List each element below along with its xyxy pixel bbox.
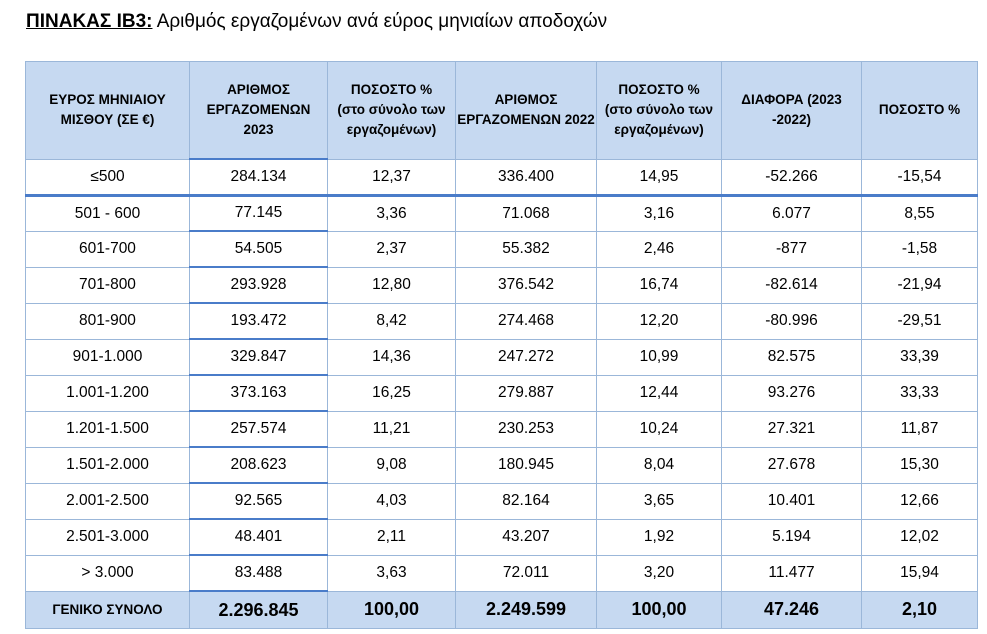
cell-percent-change: 12,66 <box>862 483 978 519</box>
cell-percent-2022: 10,99 <box>597 339 722 375</box>
cell-employees-2023: 257.574 <box>190 411 328 447</box>
table-caption-label: ΠΙΝΑΚΑΣ ΙΒ3: <box>26 11 153 32</box>
cell-percent-change: 12,02 <box>862 519 978 555</box>
cell-employees-2023: 54.505 <box>190 231 328 267</box>
cell-employees-2022: 71.068 <box>456 195 597 231</box>
header-percent-2022-title: ΠΟΣΟΣΤΟ % <box>618 82 700 98</box>
cell-employees-2022: 72.011 <box>456 555 597 591</box>
cell-difference: 5.194 <box>722 519 862 555</box>
table-row <box>26 339 978 375</box>
cell-range: 1.501-2.000 <box>26 447 190 483</box>
cell-percent-change: 11,87 <box>862 411 978 447</box>
cell-percent-2023: 3,63 <box>328 555 456 591</box>
cell-percent-change: -15,54 <box>862 159 978 195</box>
cell-percent-change: -29,51 <box>862 303 978 339</box>
table-row <box>26 267 978 303</box>
table-row <box>26 483 978 519</box>
cell-employees-2022: 43.207 <box>456 519 597 555</box>
cell-percent-2022: 2,46 <box>597 231 722 267</box>
header-row <box>26 62 978 160</box>
cell-employees-2022: 274.468 <box>456 303 597 339</box>
cell-percent-change: 15,30 <box>862 447 978 483</box>
cell-percent-2023: 3,36 <box>328 195 456 231</box>
cell-difference: -80.996 <box>722 303 862 339</box>
cell-difference: 11.477 <box>722 555 862 591</box>
table-row <box>26 195 978 231</box>
cell-employees-2023: 77.145 <box>190 195 328 231</box>
total-percent-change: 2,10 <box>862 591 978 629</box>
cell-percent-2022: 12,44 <box>597 375 722 411</box>
cell-employees-2023: 92.565 <box>190 483 328 519</box>
cell-employees-2023: 83.488 <box>190 555 328 591</box>
cell-employees-2023: 329.847 <box>190 339 328 375</box>
cell-percent-2022: 12,20 <box>597 303 722 339</box>
cell-employees-2022: 279.887 <box>456 375 597 411</box>
cell-employees-2022: 247.272 <box>456 339 597 375</box>
header-percent-2023-title: ΠΟΣΟΣΤΟ % <box>350 82 433 98</box>
cell-percent-change: 33,39 <box>862 339 978 375</box>
table-row <box>26 375 978 411</box>
cell-range: 901-1.000 <box>26 339 190 375</box>
cell-percent-2023: 12,80 <box>328 267 456 303</box>
cell-employees-2023: 373.163 <box>190 375 328 411</box>
cell-range: 1.201-1.500 <box>26 411 190 447</box>
cell-percent-2022: 10,24 <box>597 411 722 447</box>
total-percent-2023: 100,00 <box>328 591 456 629</box>
cell-difference: 27.321 <box>722 411 862 447</box>
cell-difference: 10.401 <box>722 483 862 519</box>
cell-percent-2022: 8,04 <box>597 447 722 483</box>
total-employees-2022: 2.249.599 <box>456 591 597 629</box>
header-percent-change: ΠΟΣΟΣΤΟ % <box>862 62 978 160</box>
cell-percent-change: -1,58 <box>862 231 978 267</box>
cell-employees-2022: 230.253 <box>456 411 597 447</box>
cell-percent-change: 15,94 <box>862 555 978 591</box>
cell-percent-2022: 3,65 <box>597 483 722 519</box>
cell-employees-2022: 82.164 <box>456 483 597 519</box>
cell-difference: 93.276 <box>722 375 862 411</box>
cell-percent-change: -21,94 <box>862 267 978 303</box>
cell-range: ≤500 <box>26 159 190 195</box>
cell-employees-2022: 336.400 <box>456 159 597 195</box>
header-percent-2022 <box>597 62 722 160</box>
cell-percent-2022: 1,92 <box>597 519 722 555</box>
cell-difference: -52.266 <box>722 159 862 195</box>
cell-employees-2022: 180.945 <box>456 447 597 483</box>
cell-percent-2023: 16,25 <box>328 375 456 411</box>
cell-percent-2023: 4,03 <box>328 483 456 519</box>
cell-range: 2.001-2.500 <box>26 483 190 519</box>
cell-percent-2023: 2,37 <box>328 231 456 267</box>
total-label: ΓΕΝΙΚΟ ΣΥΝΟΛΟ <box>26 591 190 629</box>
cell-range: 601-700 <box>26 231 190 267</box>
cell-percent-change: 8,55 <box>862 195 978 231</box>
total-employees-2023: 2.296.845 <box>190 591 328 629</box>
cell-difference: -877 <box>722 231 862 267</box>
header-percent-2023-subtitle: (στο σύνολο των εργαζομένων) <box>337 102 446 138</box>
cell-percent-2023: 12,37 <box>328 159 456 195</box>
header-percent-2022-subtitle: (στο σύνολο των εργαζομένων) <box>604 102 714 138</box>
cell-percent-2023: 2,11 <box>328 519 456 555</box>
cell-range: 801-900 <box>26 303 190 339</box>
table-row <box>26 519 978 555</box>
total-row <box>26 591 978 629</box>
cell-difference: 27.678 <box>722 447 862 483</box>
table-row <box>26 231 978 267</box>
cell-percent-2022: 3,20 <box>597 555 722 591</box>
cell-difference: 6.077 <box>722 195 862 231</box>
cell-percent-2022: 3,16 <box>597 195 722 231</box>
header-employees-2022: ΑΡΙΘΜΟΣ ΕΡΓΑΖΟΜΕΝΩΝ 2022 <box>456 62 597 160</box>
header-difference: ΔΙΑΦΟΡΑ (2023 -2022) <box>722 62 862 160</box>
cell-employees-2023: 208.623 <box>190 447 328 483</box>
table-row <box>26 447 978 483</box>
table-row <box>26 411 978 447</box>
table-caption <box>26 11 607 33</box>
cell-employees-2023: 284.134 <box>190 159 328 195</box>
cell-range: 501 - 600 <box>26 195 190 231</box>
cell-employees-2023: 293.928 <box>190 267 328 303</box>
cell-range: 1.001-1.200 <box>26 375 190 411</box>
total-percent-2022: 100,00 <box>597 591 722 629</box>
cell-employees-2022: 376.542 <box>456 267 597 303</box>
cell-percent-2023: 9,08 <box>328 447 456 483</box>
salary-range-table <box>25 61 978 629</box>
cell-percent-2023: 14,36 <box>328 339 456 375</box>
cell-employees-2022: 55.382 <box>456 231 597 267</box>
cell-employees-2023: 48.401 <box>190 519 328 555</box>
cell-difference: -82.614 <box>722 267 862 303</box>
cell-range: 701-800 <box>26 267 190 303</box>
cell-percent-2022: 14,95 <box>597 159 722 195</box>
table-caption-text: Αριθμός εργαζομένων ανά εύρος μηνιαίων αποδοχών <box>152 11 608 32</box>
cell-percent-change: 33,33 <box>862 375 978 411</box>
cell-range: > 3.000 <box>26 555 190 591</box>
table-row <box>26 159 978 195</box>
total-difference: 47.246 <box>722 591 862 629</box>
header-employees-2023: ΑΡΙΘΜΟΣ ΕΡΓΑΖΟΜΕΝΩΝ 2023 <box>190 62 328 160</box>
header-percent-2023 <box>328 62 456 160</box>
cell-percent-2022: 16,74 <box>597 267 722 303</box>
cell-percent-2023: 8,42 <box>328 303 456 339</box>
table-row <box>26 555 978 591</box>
cell-percent-2023: 11,21 <box>328 411 456 447</box>
table-row <box>26 303 978 339</box>
cell-difference: 82.575 <box>722 339 862 375</box>
cell-employees-2023: 193.472 <box>190 303 328 339</box>
header-range: ΕΥΡΟΣ ΜΗΝΙΑΙΟΥ ΜΙΣΘΟΥ (ΣΕ €) <box>26 62 190 160</box>
cell-range: 2.501-3.000 <box>26 519 190 555</box>
